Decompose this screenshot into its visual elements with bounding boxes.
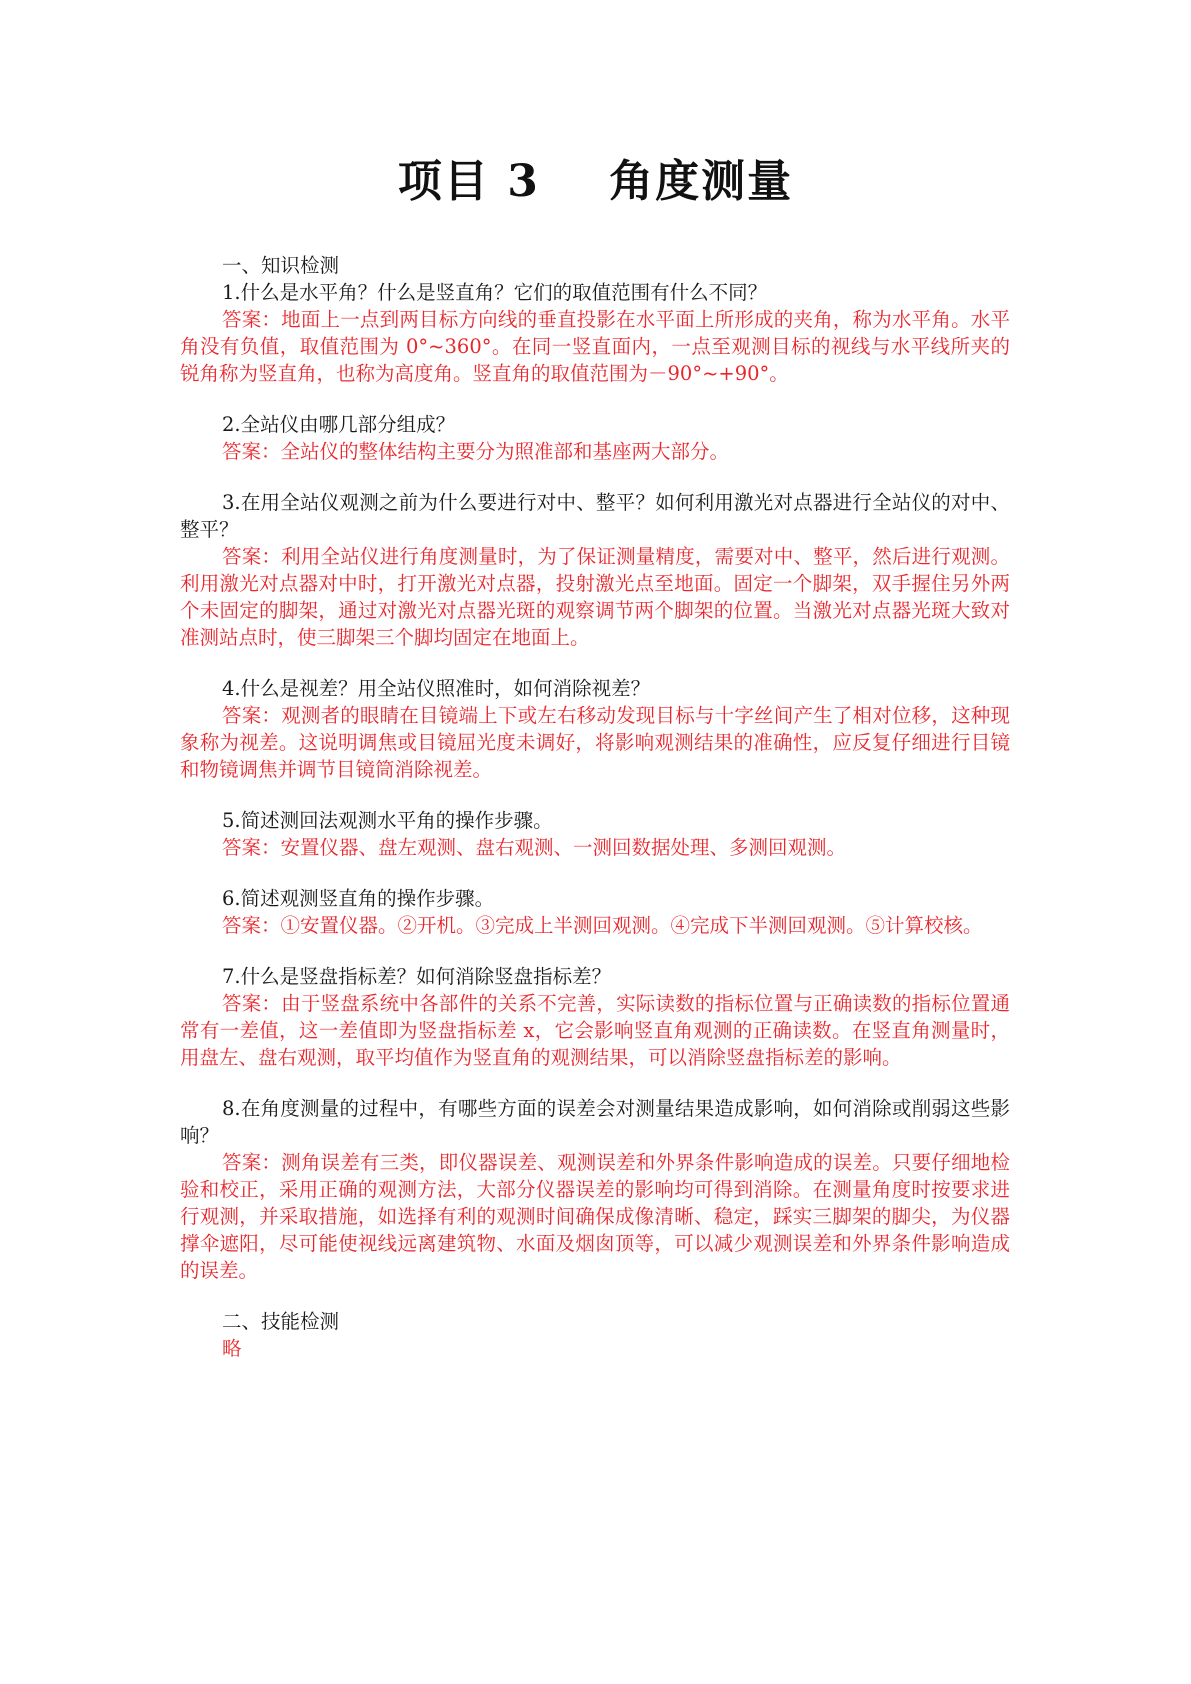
question-text: 2.全站仪由哪几部分组成？: [222, 413, 456, 436]
paragraph-spacer: [180, 651, 1010, 675]
answer-text: 答案：由于竖盘系统中各部件的关系不完善，实际读数的指标位置与正确读数的指标位置通常有一差值，这一差值即为竖盘指标差 x，它会影响竖直角观测的正确读数。在竖直角测量时，用盘左、盘右观测，取平均值作为竖直角的观测结果，可以消除竖盘指标差的影响。: [180, 992, 1010, 1069]
section-heading-knowledge: 一、知识检测: [222, 254, 340, 277]
qa-block-5: [180, 807, 1010, 861]
question-text: 1.什么是水平角？什么是竖直角？它们的取值范围有什么不同？: [222, 281, 768, 304]
qa-block-4: [180, 675, 1010, 783]
answer-text: 答案：安置仪器、盘左观测、盘右观测、一测回数据处理、多测回观测。: [222, 836, 847, 859]
paragraph-spacer: [180, 1071, 1010, 1095]
answer-text: 答案：利用全站仪进行角度测量时，为了保证测量精度，需要对中、整平，然后进行观测。利用激光对点器对中时，打开激光对点器，投射激光点至地面。固定一个脚架，双手握住另外两个未固定的脚架，通过对激光对点器光斑的观察调节两个脚架的位置。当激光对点器光斑大致对准测站点时，使三脚架三个脚均固定在地面上。: [180, 545, 1010, 649]
qa-block-2: [180, 411, 1010, 465]
answer-text: 答案：全站仪的整体结构主要分为照准部和基座两大部分。: [222, 440, 730, 463]
page-title: 项目 3 角度测量: [397, 156, 794, 207]
answer-text: 答案：观测者的眼睛在目镜端上下或左右移动发现目标与十字丝间产生了相对位移，这种现象称为视差。这说明调焦或目镜屈光度未调好，将影响观测结果的准确性，应反复仔细进行目镜和物镜调焦并调节目镜筒消除视差。: [180, 704, 1010, 781]
answer-text: 答案：测角误差有三类，即仪器误差、观测误差和外界条件影响造成的误差。只要仔细地检验和校正，采用正确的观测方法，大部分仪器误差的影响均可得到消除。在测量角度时按要求进行观测，并采取措施，如选择有利的观测时间确保成像清晰、稳定，踩实三脚架的脚尖，为仪器撑伞遮阳，尽可能使视线远离建筑物、水面及烟囱顶等，可以减少观测误差和外界条件影响造成的误差。: [180, 1151, 1010, 1282]
question-text: 3.在用全站仪观测之前为什么要进行对中、整平？如何利用激光对点器进行全站仪的对中、整平？: [180, 491, 1010, 541]
question-text: 6.简述观测竖直角的操作步骤。: [222, 887, 495, 910]
paragraph-spacer: [180, 387, 1010, 411]
question-text: 4.什么是视差？用全站仪照准时，如何消除视差？: [222, 677, 651, 700]
document-body: [180, 252, 1010, 1362]
question-text: 5.简述测回法观测水平角的操作步骤。: [222, 809, 553, 832]
skills-answer-text: 略: [222, 1337, 242, 1360]
qa-block-7: [180, 963, 1010, 1071]
qa-block-1: [180, 279, 1010, 387]
answer-text: 答案：地面上一点到两目标方向线的垂直投影在水平面上所形成的夹角，称为水平角。水平角没有负值，取值范围为 0°~360°。在同一竖直面内，一点至观测目标的视线与水平线所夹的锐角称为竖直角，也称为高度角。竖直角的取值范围为－90°~+90°。: [180, 308, 1010, 385]
paragraph-spacer: [180, 939, 1010, 963]
question-text: 7.什么是竖盘指标差？如何消除竖盘指标差？: [222, 965, 612, 988]
paragraph-spacer: [180, 465, 1010, 489]
paragraph-spacer: [180, 783, 1010, 807]
paragraph-spacer: [180, 1284, 1010, 1308]
answer-text: 答案：①安置仪器。②开机。③完成上半测回观测。④完成下半测回观测。⑤计算校核。: [222, 914, 983, 937]
section-heading-skills: 二、技能检测: [222, 1310, 340, 1333]
question-text: 8.在角度测量的过程中，有哪些方面的误差会对测量结果造成影响，如何消除或削弱这些影响？: [180, 1097, 1010, 1147]
qa-block-6: [180, 885, 1010, 939]
qa-block-3: [180, 489, 1010, 651]
paragraph-spacer: [180, 861, 1010, 885]
qa-block-8: [180, 1095, 1010, 1284]
